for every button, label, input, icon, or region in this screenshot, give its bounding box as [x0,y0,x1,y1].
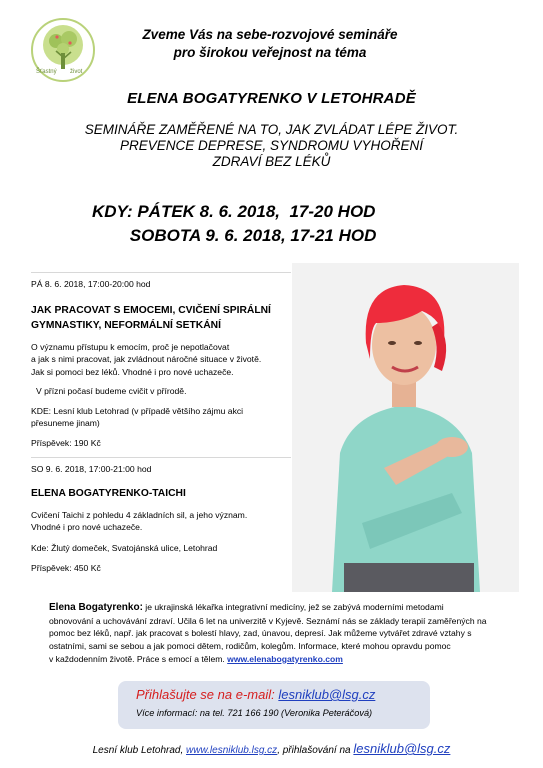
bio-line-1: je ukrajinská lékařka integrativní medicíny, jež se zabývá moderními metodami [142,602,444,612]
section-divider [31,457,291,458]
contact-info: Více informací: na tel. 721 166 190 (Veronika Peteráčová) [136,708,373,718]
event-dates [92,200,376,248]
day2-fee: Příspěvek: 450 Kč [31,563,101,573]
day1-desc-2: a jak s nimi pracovat, jak zvládnout náročné situace v životě. [31,354,262,364]
day1-fee: Příspěvek: 190 Kč [31,437,101,448]
date-line-2: SOBOTA 9. 6. 2018, 17-21 HOD [92,226,377,245]
logo-caption-left: Šťastný [36,69,57,75]
day2-desc-2: Vhodné i pro nové uchazeče. [31,522,143,532]
intro-line-1: Zveme Vás na sebe-rozvojové semináře [142,27,398,42]
day1-place-1: KDE: Lesní klub Letohrad (v případě většího zájmu akci [31,405,244,416]
footer-text-1: Lesní klub Letohrad, [92,745,187,756]
lecturer-bio [49,601,504,666]
page-title: ELENA BOGATYRENKO V LETOHRADĚ [127,90,416,107]
logo-caption-right: život [70,69,83,75]
organization-logo [30,17,96,83]
topics-line-2: PREVENCE DEPRESE, SYNDROMU VYHOŘENÍ [119,138,424,153]
bio-line-4: ostatními, sami se sebou a jak pomoci dětem, rodičům, kolegům. Informace, které mohou opravdu pomoc [49,641,451,652]
day2-block [31,463,296,575]
day2-heading: ELENA BOGATYRENKO-TAICHI [31,487,186,499]
footer-site-link[interactable]: www.lesniklub.lsg.cz [186,745,278,756]
section-divider [31,272,291,273]
day1-datetime: PÁ 8. 6. 2018, 17:00-20:00 hod [31,279,151,289]
bio-website-link[interactable]: www.elenabogatyrenko.com [227,653,343,664]
intro-text [100,26,440,62]
bio-line-5: v každodenním životě. Práce s emocí a tělem. [49,653,225,664]
contact-label: Přihlašujte se na e-mail: [136,687,279,702]
day2-place: Kde: Žlutý domeček, Svatojánská ulice, Letohrad [31,542,218,553]
day1-block [31,278,296,449]
day2-datetime: SO 9. 6. 2018, 17:00-21:00 hod [31,464,152,474]
contact-email-link[interactable]: lesniklub@lsg.cz [278,687,376,702]
day2-desc-1: Cvičení Taichi z pohledu 4 základních sil, a jeho význam. [31,509,248,520]
bio-name: Elena Bogatyrenko: [49,602,143,613]
day1-desc-3: Jak si pomoci bez léků. Vhodné i pro nové uchazeče. [31,366,234,377]
contact-line [136,687,375,702]
footer [0,741,543,756]
day1-heading-1: JAK PRACOVAT S EMOCEMI, CVIČENÍ SPIRÁLNÍ [31,304,271,316]
day1-heading-2: GYMNASTIKY, NEFORMÁLNÍ SETKÁNÍ [31,319,221,331]
day1-place-2: přesuneme jinam) [31,418,100,428]
bio-line-3: pomoc bez léků, např. jak pracovat s bolestí hlavy, zad, únavou, depresí. Jak můžeme vytvářet zdravé vztahy s [49,628,472,639]
footer-text-2: , přihlašování na [277,745,354,756]
lecturer-photo [292,263,519,592]
contact-box [118,681,430,729]
day1-desc-1: O významu přístupu k emocím, proč je nepotlačovat [31,341,230,352]
intro-line-2: pro širokou veřejnost na téma [173,45,367,60]
date-line-1: KDY: PÁTEK 8. 6. 2018, 17-20 HOD [92,202,376,221]
lecturer-portrait-icon [292,263,519,592]
day1-weather: V příznі počasí budeme cvičit v přírodě. [36,386,187,396]
seminar-topics [0,122,543,170]
topics-line-3: ZDRAVÍ BEZ LÉKŮ [212,154,331,169]
topics-line-1: SEMINÁŘE ZAMĚŘENÉ NA TO, JAK ZVLÁDAT LÉPE ŽIVOT. [84,122,459,137]
footer-email-link[interactable]: lesniklub@lsg.cz [353,741,451,756]
bio-line-2: obnovování a uchovávání zdraví. Učila 6 let na univerzitě v Kyjevě. Seznámí nás se základy terapií zaměřených na [49,615,487,626]
